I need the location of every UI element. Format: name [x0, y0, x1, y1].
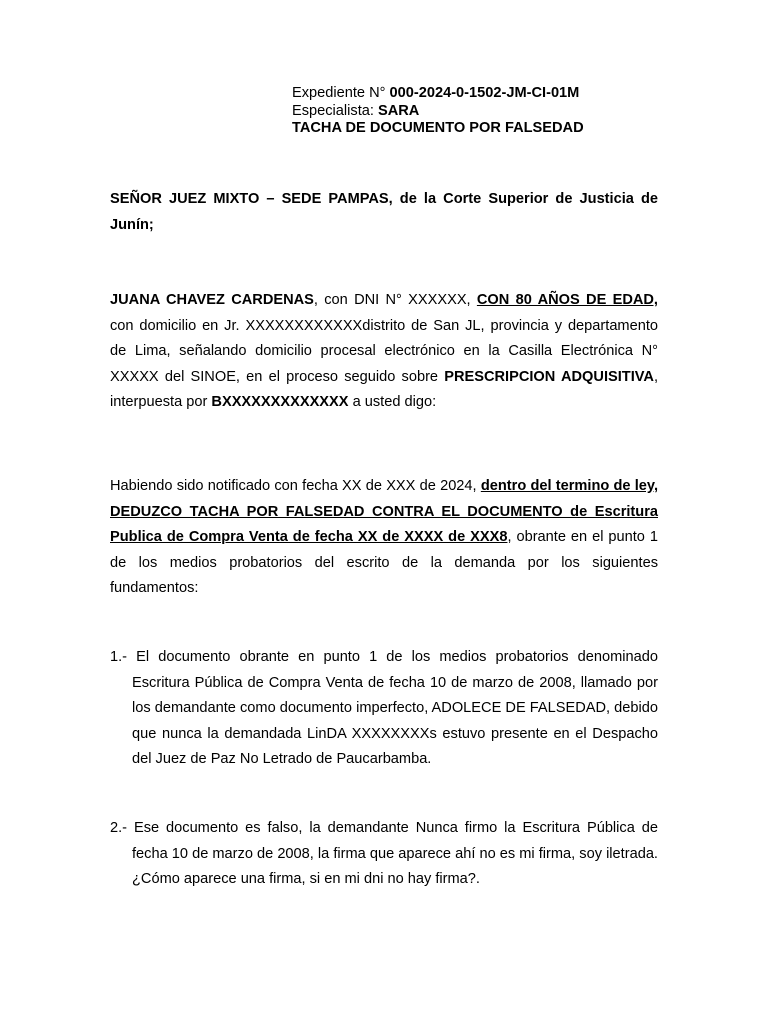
- process-type: PRESCRIPCION ADQUISITIVA: [444, 368, 654, 385]
- document-subject: TACHA DE DOCUMENTO POR FALSEDAD: [292, 120, 584, 136]
- petition-claim: dentro del termino de ley, DEDUZCO TACHA POR FALSEDAD CONTRA EL DOCUMENTO de Escritura Publica de Compra Venta de fecha XX de XXXX de XXX8: [110, 478, 659, 545]
- petition-paragraph: Habiendo sido notificado con fecha XX de XXX de 2024, dentro del termino de ley, DEDUZCO TACHA POR FALSEDAD CONTRA EL DOCUMENTO de Escritura Publica de Compra Venta de fecha XX de XXXX de XXX8, obrante en el punto 1 de los medios probatorios del escrito de la demanda por los siguientes fundamentos:: [110, 478, 659, 596]
- ground-item-1: 1.- El documento obrante en punto 1 de los medios probatorios denominado Escritura Pública de Compra Venta de fecha 10 de marzo de 2008, llamado por los demandante como documento imperfecto, ADOLECE DE FALSEDAD, debido que nunca la demandada LinDA XXXXXXXXs estuvo presente en el Despacho del Juez de Paz No Letrado de Paucarbamba.: [110, 649, 658, 767]
- petitioner-name: JUANA CHAVEZ CARDENAS: [110, 292, 314, 308]
- intro-paragraph: JUANA CHAVEZ CARDENAS, con DNI N° XXXXXX, CON 80 AÑOS DE EDAD, con domicilio en Jr. XXXXXXXXXXXXdistrito de San JL, provincia y departamento de Lima, señalando domicilio procesal electrónico en la Casilla Electrónica N° XXXXX del SINOE, en el proceso seguido sobre PRESCRIPCION ADQUISITIVA, interpuesta por BXXXXXXXXXXXXX a usted digo:: [110, 292, 659, 410]
- case-header: [292, 85, 584, 138]
- specialist-name: SARA: [377, 102, 420, 119]
- case-number: 000-2024-0-1502-JM-CI-01M: [389, 85, 580, 101]
- petitioner-age: CON 80 AÑOS DE EDAD,: [476, 292, 658, 308]
- item-number: 1.-: [110, 649, 128, 665]
- ground-item-2: 2.- Ese documento es falso, la demandante Nunca firmo la Escritura Pública de fecha 10 de marzo de 2008, la firma que aparece ahí no es mi firma, soy iletrada. ¿Cómo aparece una firma, si en mi dni no hay firma?.: [110, 820, 658, 887]
- case-number-line: Expediente N° 000-2024-0-1502-JM-CI-01M: [292, 85, 580, 101]
- plaintiff-name: BXXXXXXXXXXXXX: [211, 394, 349, 410]
- item-number: 2.-: [110, 820, 128, 836]
- specialist-line: Especialista: SARA: [292, 102, 420, 119]
- addressee: SEÑOR JUEZ MIXTO – SEDE PAMPAS, de la Corte Superior de Justicia de Junín;: [110, 191, 658, 233]
